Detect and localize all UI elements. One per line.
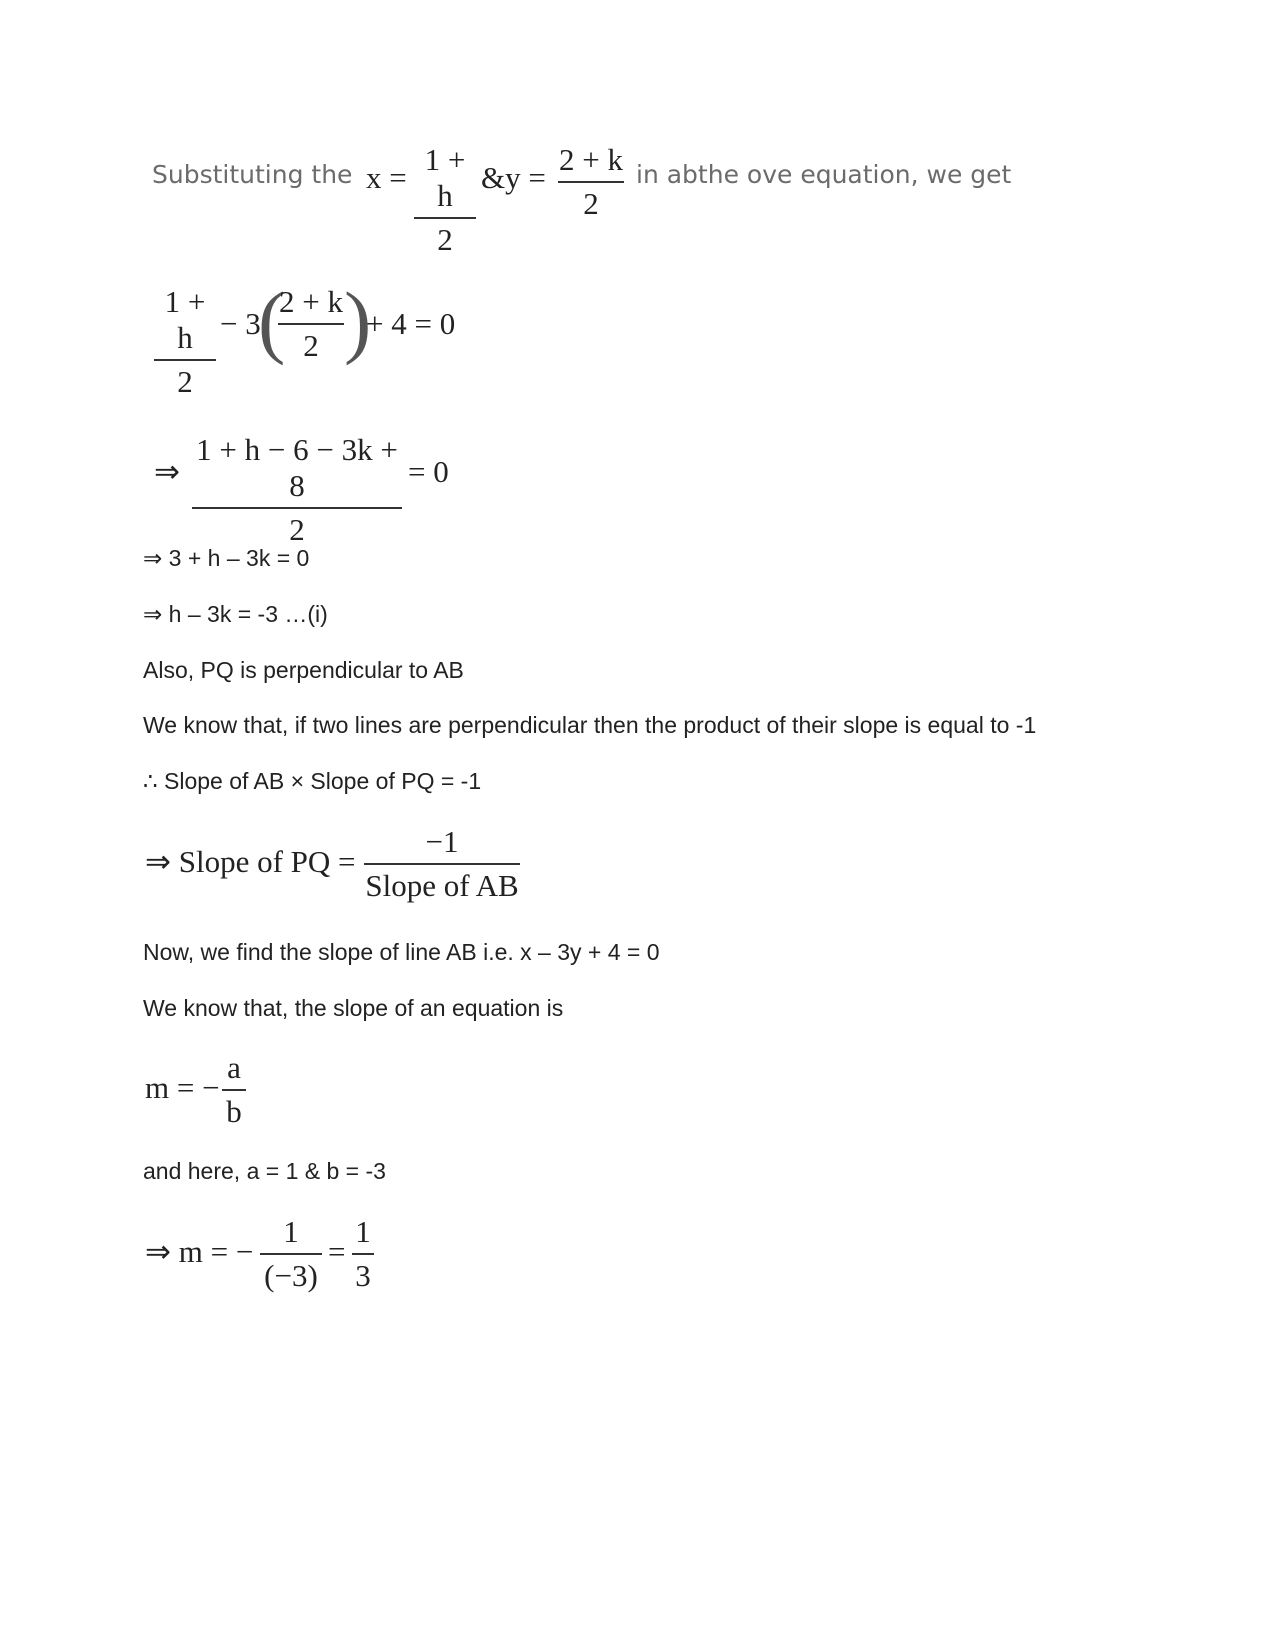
statement-perpendicular: Also, PQ is perpendicular to AB bbox=[143, 657, 464, 683]
eq1-f2-denominator: 2 bbox=[303, 328, 319, 363]
eq3-lhs: ⇒ Slope of PQ = bbox=[145, 844, 356, 879]
statement-find-slope: Now, we find the slope of line AB i.e. x – 3y + 4 = 0 bbox=[143, 939, 660, 965]
eq3-denominator: Slope of AB bbox=[365, 868, 519, 903]
fraction-bar bbox=[558, 181, 624, 183]
fraction-bar bbox=[222, 1089, 246, 1091]
eq1-minus-3: − 3 bbox=[220, 306, 261, 341]
eq2-rest: = 0 bbox=[408, 454, 449, 489]
eq5-equals: = bbox=[328, 1234, 346, 1269]
eq5-denominator-2: 3 bbox=[355, 1258, 371, 1293]
fraction-bar bbox=[364, 863, 520, 865]
fraction-bar bbox=[352, 1253, 374, 1255]
step-line-1: ⇒ 3 + h – 3k = 0 bbox=[143, 545, 310, 571]
step-line-2: ⇒ h – 3k = -3 …(i) bbox=[143, 601, 328, 627]
fraction-bar bbox=[192, 507, 402, 509]
eq4-numerator: a bbox=[227, 1050, 241, 1085]
eq3-numerator: −1 bbox=[425, 824, 459, 859]
intro-lead: Substituting the bbox=[152, 160, 353, 189]
intro-y-denominator: 2 bbox=[583, 186, 599, 221]
left-paren-icon: ( bbox=[258, 275, 286, 366]
right-paren-icon: ) bbox=[344, 275, 372, 366]
intro-y-fraction bbox=[558, 142, 624, 222]
intro-x-fraction bbox=[414, 142, 476, 258]
intro-x-eq: x = bbox=[366, 160, 407, 195]
eq4-fraction bbox=[222, 1050, 246, 1130]
statement-a-b-values: and here, a = 1 & b = -3 bbox=[143, 1158, 386, 1184]
eq1-rest: + 4 = 0 bbox=[366, 306, 456, 341]
eq5-fraction-2 bbox=[352, 1214, 374, 1294]
intro-amp-y: &y = bbox=[481, 160, 546, 195]
eq1-f1-numerator: 1 + h bbox=[164, 284, 206, 355]
eq1-fraction-2 bbox=[278, 284, 344, 364]
eq4-lhs: m = − bbox=[145, 1070, 220, 1105]
eq2-arrow: ⇒ bbox=[154, 454, 180, 489]
fraction-bar bbox=[414, 217, 476, 219]
eq2-denominator: 2 bbox=[289, 512, 305, 547]
eq1-f2-numerator: 2 + k bbox=[279, 284, 343, 319]
eq5-denominator-1: (−3) bbox=[264, 1258, 318, 1293]
eq4-denominator: b bbox=[226, 1094, 242, 1129]
eq5-numerator-1: 1 bbox=[283, 1214, 299, 1249]
fraction-bar bbox=[278, 323, 344, 325]
statement-slope-formula: We know that, the slope of an equation is bbox=[143, 995, 564, 1021]
statement-product-slopes: We know that, if two lines are perpendicular then the product of their slope is equal to -1 bbox=[143, 712, 1037, 738]
eq2-numerator: 1 + h − 6 − 3k + 8 bbox=[196, 432, 398, 503]
eq1-f1-denominator: 2 bbox=[177, 364, 193, 399]
intro-y-numerator: 2 + k bbox=[559, 142, 623, 177]
eq3-fraction bbox=[364, 824, 520, 904]
eq2-fraction bbox=[192, 432, 402, 548]
eq1-fraction-1 bbox=[154, 284, 216, 400]
eq5-lhs: ⇒ m = − bbox=[145, 1234, 254, 1269]
intro-tail: in abthe ove equation, we get bbox=[636, 160, 1012, 189]
eq5-fraction-1 bbox=[260, 1214, 322, 1294]
intro-x-denominator: 2 bbox=[437, 222, 453, 257]
eq5-numerator-2: 1 bbox=[355, 1214, 371, 1249]
statement-slope-product: ∴ Slope of AB × Slope of PQ = -1 bbox=[143, 768, 482, 794]
fraction-bar bbox=[154, 359, 216, 361]
intro-x-numerator: 1 + h bbox=[424, 142, 466, 213]
fraction-bar bbox=[260, 1253, 322, 1255]
